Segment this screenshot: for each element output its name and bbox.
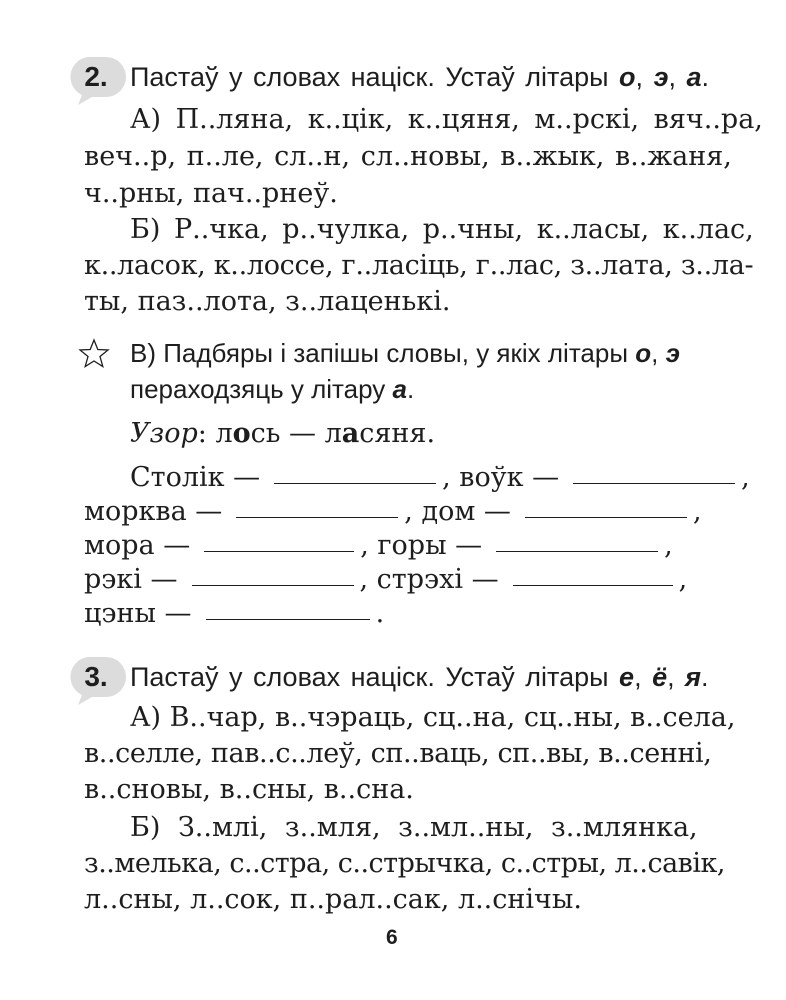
exercise-number-bubble [66, 655, 128, 699]
answer-blank[interactable] [496, 550, 658, 552]
fill-row: цэны — . [84, 598, 385, 629]
text-line: ч..рны, пач..рнеў. [84, 178, 338, 209]
text-line: веч..р, п..ле, сл..н, сл..новы, в..жык, в..жаня, [84, 141, 732, 172]
text-line: в..селле, пав..с..леў, сп..ваць, сп..вы, в..сенні, [84, 738, 712, 769]
sample-line: Узор: лось — ласяня. [130, 418, 436, 449]
answer-blank[interactable] [236, 516, 398, 518]
answer-blank[interactable] [192, 584, 354, 586]
exercise-number: 3. [84, 661, 108, 692]
answer-blank[interactable] [204, 550, 354, 552]
exercise-instruction: Пастаў у словах націск. Устаў літары о, э, а. [130, 62, 710, 92]
text-line: в..сновы, в..сны, в..сна. [84, 774, 414, 805]
star-icon [78, 338, 110, 370]
text-line: л..сны, л..сок, п..рал..сак, л..снічы. [84, 884, 582, 915]
exercise-number: 2. [84, 61, 108, 92]
task-instruction: В) Падбяры і запішы словы, у якіх літары о, э [130, 338, 680, 368]
fill-row: мора — , горы — , [84, 530, 673, 561]
fill-row: Столік — , воўк — , [130, 462, 750, 493]
answer-blank[interactable] [274, 482, 436, 484]
text-line: к..ласок, к..лоссе, г..ласіць, г..лас, з..лата, з..ла- [84, 250, 754, 281]
page-number: 6 [386, 926, 398, 949]
text-line: з..мелька, с..стра, с..стрычка, с..стры, л..савік, [84, 848, 725, 879]
fill-row: морква — , дом — , [84, 496, 702, 527]
answer-blank[interactable] [513, 584, 673, 586]
exercise-number-bubble [66, 55, 128, 99]
fill-row: рэкі — , стрэхі — , [84, 564, 688, 595]
exercise-instruction: Пастаў у словах націск. Устаў літары е, ё, я. [130, 662, 709, 692]
text-line: Б) Р..чка, р..чулка, р..чны, к..ласы, к..лас, [130, 214, 754, 245]
text-line: Б) З..млі, з..мля, з..мл..ны, з..млянка, [130, 812, 698, 843]
answer-blank[interactable] [525, 516, 687, 518]
task-instruction: пераходзяць у літару а. [130, 374, 415, 404]
text-line: А) В..чар, в..чэраць, сц..на, сц..ны, в..села, [130, 702, 736, 733]
text-line: ты, паз..лота, з..лаценькі. [84, 286, 451, 317]
text-line: А) П..ляна, к..цік, к..цяня, м..рскі, вяч..ра, [130, 104, 763, 135]
answer-blank[interactable] [573, 482, 735, 484]
answer-blank[interactable] [206, 618, 370, 620]
